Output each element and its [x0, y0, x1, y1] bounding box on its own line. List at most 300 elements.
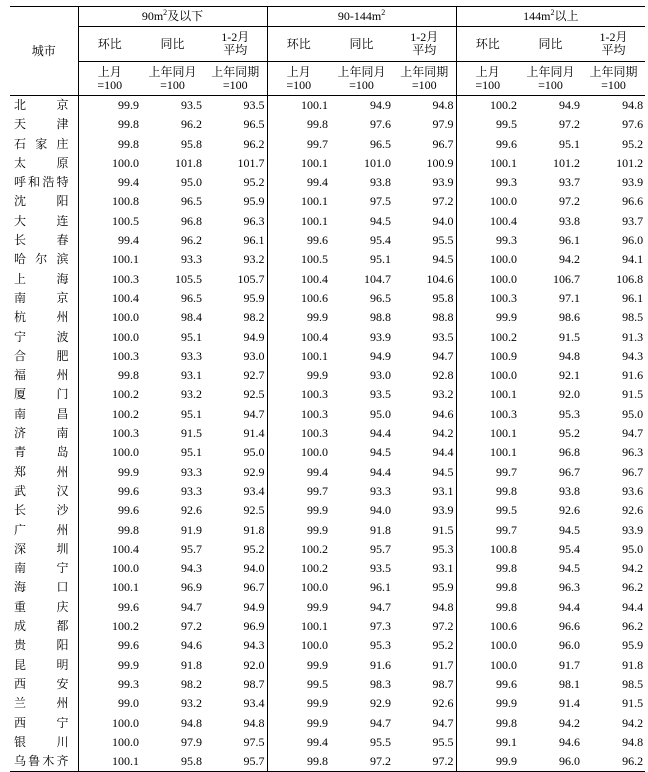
- index-value: 100.0: [456, 656, 519, 675]
- index-value: 93.9: [432, 503, 454, 518]
- index-value: 94.8: [622, 734, 644, 749]
- index-value: 94.9: [370, 98, 392, 112]
- index-value: 100.3: [456, 289, 519, 308]
- index-value: 95.1: [181, 445, 202, 460]
- index-value: 92.6: [559, 503, 581, 518]
- index-value: 100.2: [267, 559, 330, 578]
- index-value: 93.8: [559, 483, 581, 498]
- index-value: 100.4: [267, 328, 330, 347]
- index-value: 97.2: [559, 117, 581, 132]
- index-value: 99.9: [267, 598, 330, 617]
- index-value: 99.7: [456, 463, 519, 482]
- city-name: 乌鲁木齐: [10, 752, 78, 772]
- index-value: 99.8: [78, 521, 141, 540]
- index-value: 93.3: [181, 464, 202, 479]
- index-value: 97.2: [559, 194, 581, 209]
- index-value: 91.9: [181, 522, 202, 537]
- index-value: 96.2: [181, 117, 202, 132]
- base-header: 上年同期 =100: [582, 62, 645, 96]
- index-value: 100.2: [456, 328, 519, 347]
- city-name: 宁波: [10, 328, 78, 347]
- city-name: 南京: [10, 289, 78, 308]
- index-value: 97.1: [559, 290, 581, 305]
- base-header: 上月 =100: [78, 62, 141, 96]
- index-value: 98.8: [370, 310, 392, 325]
- index-value: 99.5: [267, 675, 330, 694]
- index-value: 93.9: [432, 175, 454, 190]
- index-value: 100.2: [78, 385, 141, 404]
- index-value: 100.1: [456, 424, 519, 443]
- city-name: 成都: [10, 617, 78, 636]
- index-value: 99.8: [267, 115, 330, 134]
- index-value: 94.4: [622, 599, 644, 614]
- index-value: 96.2: [243, 136, 265, 151]
- index-value: 96.8: [181, 213, 202, 228]
- index-value: 93.5: [370, 561, 392, 576]
- group-header-label: $90m^2$及以下: [141, 8, 204, 23]
- metric-header: 同比: [519, 27, 582, 62]
- index-value: 99.8: [78, 135, 141, 154]
- index-value: 100.0: [78, 733, 141, 752]
- index-value: 99.4: [267, 733, 330, 752]
- index-value: 99.9: [267, 521, 330, 540]
- index-value: 105.7: [237, 271, 265, 286]
- index-value: 93.0: [243, 348, 265, 363]
- table-row: [10, 212, 645, 231]
- index-value: 93.2: [243, 252, 265, 267]
- index-value: 100.3: [456, 405, 519, 424]
- index-value: 94.2: [622, 715, 644, 730]
- index-value: 99.9: [78, 463, 141, 482]
- base-header: 上年同月 =100: [330, 62, 393, 96]
- index-value: 92.7: [243, 368, 265, 383]
- index-value: 100.5: [267, 250, 330, 269]
- index-value: 95.9: [243, 194, 265, 209]
- index-value: 96.6: [622, 194, 644, 209]
- city-name: 深圳: [10, 540, 78, 559]
- index-value: 100.0: [267, 578, 330, 597]
- header-row-groups: [10, 7, 645, 27]
- city-name: 上海: [10, 270, 78, 289]
- index-value: 99.9: [267, 501, 330, 520]
- index-value: 100.0: [456, 270, 519, 289]
- table-row: [10, 96, 645, 116]
- index-value: 93.3: [181, 483, 202, 498]
- index-value: 100.4: [267, 270, 330, 289]
- index-value: 100.6: [267, 289, 330, 308]
- header-row-metrics: [10, 27, 645, 62]
- index-value: 99.7: [267, 135, 330, 154]
- index-value: 97.2: [432, 754, 454, 769]
- index-value: 98.3: [370, 676, 392, 691]
- table-row: [10, 385, 645, 404]
- index-value: 100.9: [456, 347, 519, 366]
- index-value: 99.9: [78, 96, 141, 116]
- index-value: 100.1: [267, 212, 330, 231]
- index-value: 99.3: [78, 675, 141, 694]
- index-value: 94.3: [181, 561, 202, 576]
- index-value: 95.2: [243, 541, 265, 556]
- index-value: 99.3: [456, 173, 519, 192]
- metric-header: 1-2月 平均: [393, 27, 456, 62]
- index-value: 101.0: [364, 155, 392, 170]
- table-row: [10, 578, 645, 597]
- city-name: 合肥: [10, 347, 78, 366]
- index-value: 101.8: [175, 155, 202, 170]
- index-value: 95.7: [370, 541, 392, 556]
- index-value: 106.8: [616, 271, 644, 286]
- index-value: 94.6: [181, 638, 202, 653]
- index-value: 100.1: [456, 443, 519, 462]
- index-value: 95.4: [559, 541, 581, 556]
- city-name: 兰州: [10, 694, 78, 713]
- index-value: 93.7: [622, 213, 644, 228]
- index-value: 96.1: [622, 290, 644, 305]
- index-value: 94.2: [559, 252, 581, 267]
- index-value: 94.8: [181, 715, 202, 730]
- index-value: 95.5: [432, 734, 454, 749]
- index-value: 98.2: [181, 676, 202, 691]
- table-header: [10, 7, 645, 96]
- index-value: 91.8: [370, 522, 392, 537]
- index-value: 95.2: [432, 638, 454, 653]
- index-value: 93.2: [432, 387, 454, 402]
- index-value: 100.0: [78, 154, 141, 173]
- table-row: [10, 328, 645, 347]
- index-value: 98.2: [243, 310, 265, 325]
- index-value: 100.1: [78, 250, 141, 269]
- index-value: 92.6: [432, 696, 454, 711]
- index-value: 93.1: [432, 561, 454, 576]
- index-value: 94.3: [243, 638, 265, 653]
- index-value: 93.4: [243, 696, 265, 711]
- group-header-label: $90-144m^2$: [337, 8, 386, 23]
- index-value: 99.8: [78, 366, 141, 385]
- index-value: 99.8: [78, 115, 141, 134]
- table-row: [10, 424, 645, 443]
- index-value: 100.1: [267, 192, 330, 211]
- city-name: 青岛: [10, 443, 78, 462]
- index-value: 99.9: [267, 694, 330, 713]
- index-value: 99.4: [78, 231, 141, 250]
- index-value: 93.2: [181, 696, 202, 711]
- index-value: 96.1: [370, 580, 392, 595]
- base-header: 上年同期 =100: [393, 62, 456, 96]
- index-value: 94.7: [181, 599, 202, 614]
- base-header: 上月 =100: [267, 62, 330, 96]
- index-value: 100.3: [267, 385, 330, 404]
- city-name: 北京: [10, 96, 78, 116]
- city-name: 银川: [10, 733, 78, 752]
- index-value: 92.1: [559, 368, 581, 383]
- index-value: 101.2: [616, 155, 644, 170]
- index-value: 95.0: [370, 406, 392, 421]
- index-value: 94.5: [559, 561, 581, 576]
- index-value: 91.8: [243, 522, 265, 537]
- metric-header: 同比: [141, 27, 204, 62]
- city-column-header: 城市: [10, 7, 78, 96]
- city-name: 西宁: [10, 714, 78, 733]
- index-value: 99.8: [456, 714, 519, 733]
- table-row: [10, 521, 645, 540]
- index-value: 93.3: [181, 348, 202, 363]
- city-name: 石家庄: [10, 135, 78, 154]
- index-value: 95.5: [432, 233, 454, 248]
- index-value: 95.7: [181, 541, 202, 556]
- table-row: [10, 115, 645, 134]
- index-value: 106.7: [553, 271, 581, 286]
- table-row: [10, 617, 645, 636]
- superscript-2: 2: [550, 8, 555, 17]
- index-value: 100.0: [78, 714, 141, 733]
- index-value: 94.0: [370, 503, 392, 518]
- index-value: 94.5: [432, 464, 454, 479]
- table-row: [10, 482, 645, 501]
- index-value: 93.4: [243, 483, 265, 498]
- index-value: 100.0: [267, 636, 330, 655]
- table-row: [10, 443, 645, 462]
- index-value: 96.8: [559, 445, 581, 460]
- index-value: 99.9: [78, 656, 141, 675]
- index-value: 93.9: [622, 175, 644, 190]
- index-value: 96.2: [622, 754, 644, 769]
- index-value: 94.9: [243, 329, 265, 344]
- index-value: 98.4: [181, 310, 202, 325]
- index-value: 91.6: [622, 368, 644, 383]
- index-value: 96.7: [622, 464, 644, 479]
- index-value: 91.6: [370, 657, 392, 672]
- city-name: 南昌: [10, 405, 78, 424]
- table-row: [10, 192, 645, 211]
- index-value: 99.6: [267, 231, 330, 250]
- city-name: 郑州: [10, 463, 78, 482]
- index-value: 91.8: [622, 657, 644, 672]
- superscript-2: 2: [381, 8, 386, 17]
- index-value: 93.5: [370, 387, 392, 402]
- index-value: 98.8: [432, 310, 454, 325]
- index-value: 100.0: [78, 559, 141, 578]
- index-value: 94.6: [432, 406, 454, 421]
- index-value: 94.8: [559, 348, 581, 363]
- index-value: 94.7: [243, 406, 265, 421]
- index-value: 96.9: [181, 580, 202, 595]
- index-value: 95.4: [370, 233, 392, 248]
- index-value: 99.4: [267, 173, 330, 192]
- city-name: 贵阳: [10, 636, 78, 655]
- city-name: 长春: [10, 231, 78, 250]
- city-name: 福州: [10, 366, 78, 385]
- city-name: 长沙: [10, 501, 78, 520]
- index-value: 95.9: [622, 638, 644, 653]
- index-value: 95.0: [243, 445, 265, 460]
- index-value: 96.6: [559, 619, 581, 634]
- table-row: [10, 135, 645, 154]
- index-value: 96.5: [370, 290, 392, 305]
- index-value: 98.1: [559, 676, 581, 691]
- index-value: 95.7: [243, 754, 265, 769]
- index-value: 99.9: [456, 752, 519, 772]
- index-value: 96.7: [243, 580, 265, 595]
- index-value: 100.0: [456, 636, 519, 655]
- index-value: 100.9: [426, 155, 454, 170]
- table-row: [10, 405, 645, 424]
- index-value: 96.3: [559, 580, 581, 595]
- index-value: 96.9: [243, 619, 265, 634]
- index-value: 100.0: [78, 443, 141, 462]
- city-name: 广州: [10, 521, 78, 540]
- index-value: 100.1: [267, 96, 330, 116]
- index-value: 95.1: [181, 406, 202, 421]
- metric-header: 环比: [456, 27, 519, 62]
- index-value: 99.3: [456, 231, 519, 250]
- metric-header: 环比: [267, 27, 330, 62]
- table-row: [10, 154, 645, 173]
- index-value: 91.3: [622, 329, 644, 344]
- metric-header: 1-2月 平均: [204, 27, 267, 62]
- index-value: 100.1: [456, 385, 519, 404]
- index-value: 99.7: [456, 521, 519, 540]
- index-value: 99.9: [456, 694, 519, 713]
- index-value: 92.0: [243, 657, 265, 672]
- index-value: 96.0: [559, 638, 581, 653]
- index-value: 93.0: [370, 368, 392, 383]
- index-value: 94.8: [432, 98, 454, 112]
- index-value: 100.4: [456, 212, 519, 231]
- table-row: [10, 559, 645, 578]
- city-name: 杭州: [10, 308, 78, 327]
- index-value: 94.4: [559, 599, 581, 614]
- index-value: 94.5: [370, 445, 392, 460]
- table-row: [10, 733, 645, 752]
- index-value: 97.2: [370, 754, 392, 769]
- group-header: [456, 7, 645, 27]
- index-value: 94.9: [559, 98, 581, 112]
- group-header-label: $144m^2$以上: [523, 8, 579, 23]
- index-value: 97.9: [181, 734, 202, 749]
- index-value: 95.2: [243, 175, 265, 190]
- index-value: 92.9: [370, 696, 392, 711]
- index-value: 95.9: [432, 580, 454, 595]
- index-value: 95.3: [370, 638, 392, 653]
- index-value: 100.3: [78, 347, 141, 366]
- index-value: 93.7: [559, 175, 581, 190]
- index-value: 94.5: [559, 522, 581, 537]
- index-value: 92.5: [243, 387, 265, 402]
- index-value: 100.0: [456, 366, 519, 385]
- index-value: 97.2: [432, 619, 454, 634]
- index-value: 93.3: [370, 483, 392, 498]
- index-value: 95.1: [181, 329, 202, 344]
- index-value: 99.6: [456, 135, 519, 154]
- index-value: 100.1: [267, 617, 330, 636]
- index-value: 98.6: [559, 310, 581, 325]
- index-value: 100.6: [456, 617, 519, 636]
- index-value: 93.9: [370, 329, 392, 344]
- index-value: 99.8: [456, 482, 519, 501]
- index-value: 98.5: [622, 676, 644, 691]
- base-header: 上年同月 =100: [141, 62, 204, 96]
- index-value: 99.1: [456, 733, 519, 752]
- index-value: 97.6: [370, 117, 392, 132]
- table-row: [10, 463, 645, 482]
- index-value: 93.1: [432, 483, 454, 498]
- index-value: 99.5: [456, 501, 519, 520]
- index-value: 96.5: [370, 136, 392, 151]
- index-value: 94.8: [432, 599, 454, 614]
- index-value: 95.8: [432, 290, 454, 305]
- table-row: [10, 752, 645, 772]
- index-value: 93.2: [181, 387, 202, 402]
- index-value: 95.0: [181, 175, 202, 190]
- metric-header: 环比: [78, 27, 141, 62]
- index-value: 92.5: [243, 503, 265, 518]
- header-row-bases: [10, 62, 645, 96]
- index-value: 96.5: [181, 290, 202, 305]
- index-value: 99.9: [267, 714, 330, 733]
- table-row: [10, 656, 645, 675]
- index-value: 93.5: [243, 98, 265, 112]
- index-value: 96.2: [181, 233, 202, 248]
- index-value: 95.3: [559, 406, 581, 421]
- table-row: [10, 231, 645, 250]
- index-value: 95.0: [622, 541, 644, 556]
- index-value: 91.5: [432, 522, 454, 537]
- index-value: 95.8: [181, 136, 202, 151]
- index-value: 99.6: [78, 501, 141, 520]
- price-index-table: [10, 6, 645, 772]
- index-value: 99.4: [267, 463, 330, 482]
- index-value: 100.5: [78, 212, 141, 231]
- index-value: 95.1: [370, 252, 392, 267]
- city-name: 济南: [10, 424, 78, 443]
- index-value: 100.1: [456, 154, 519, 173]
- index-value: 94.5: [370, 213, 392, 228]
- table-row: [10, 250, 645, 269]
- index-value: 94.9: [370, 348, 392, 363]
- index-value: 92.6: [622, 503, 644, 518]
- index-value: 94.1: [622, 252, 644, 267]
- index-value: 100.3: [78, 424, 141, 443]
- index-value: 94.2: [559, 715, 581, 730]
- index-value: 100.0: [456, 250, 519, 269]
- index-value: 97.2: [432, 194, 454, 209]
- index-value: 98.5: [622, 310, 644, 325]
- index-value: 92.9: [243, 464, 265, 479]
- index-value: 91.5: [622, 696, 644, 711]
- table-row: [10, 173, 645, 192]
- index-value: 93.8: [559, 213, 581, 228]
- index-value: 91.5: [622, 387, 644, 402]
- group-header: [78, 7, 267, 27]
- index-value: 99.9: [267, 308, 330, 327]
- table-row: [10, 598, 645, 617]
- index-value: 91.7: [432, 657, 454, 672]
- index-value: 100.2: [267, 540, 330, 559]
- index-value: 99.9: [267, 366, 330, 385]
- index-value: 96.0: [622, 233, 644, 248]
- city-name: 西安: [10, 675, 78, 694]
- index-value: 95.3: [432, 541, 454, 556]
- index-value: 95.5: [370, 734, 392, 749]
- index-value: 91.8: [181, 657, 202, 672]
- table-row: [10, 308, 645, 327]
- city-name: 武汉: [10, 482, 78, 501]
- index-value: 98.7: [432, 676, 454, 691]
- base-header: 上年同期 =100: [204, 62, 267, 96]
- index-value: 91.4: [243, 426, 265, 441]
- index-value: 100.3: [78, 270, 141, 289]
- index-value: 96.2: [622, 580, 644, 595]
